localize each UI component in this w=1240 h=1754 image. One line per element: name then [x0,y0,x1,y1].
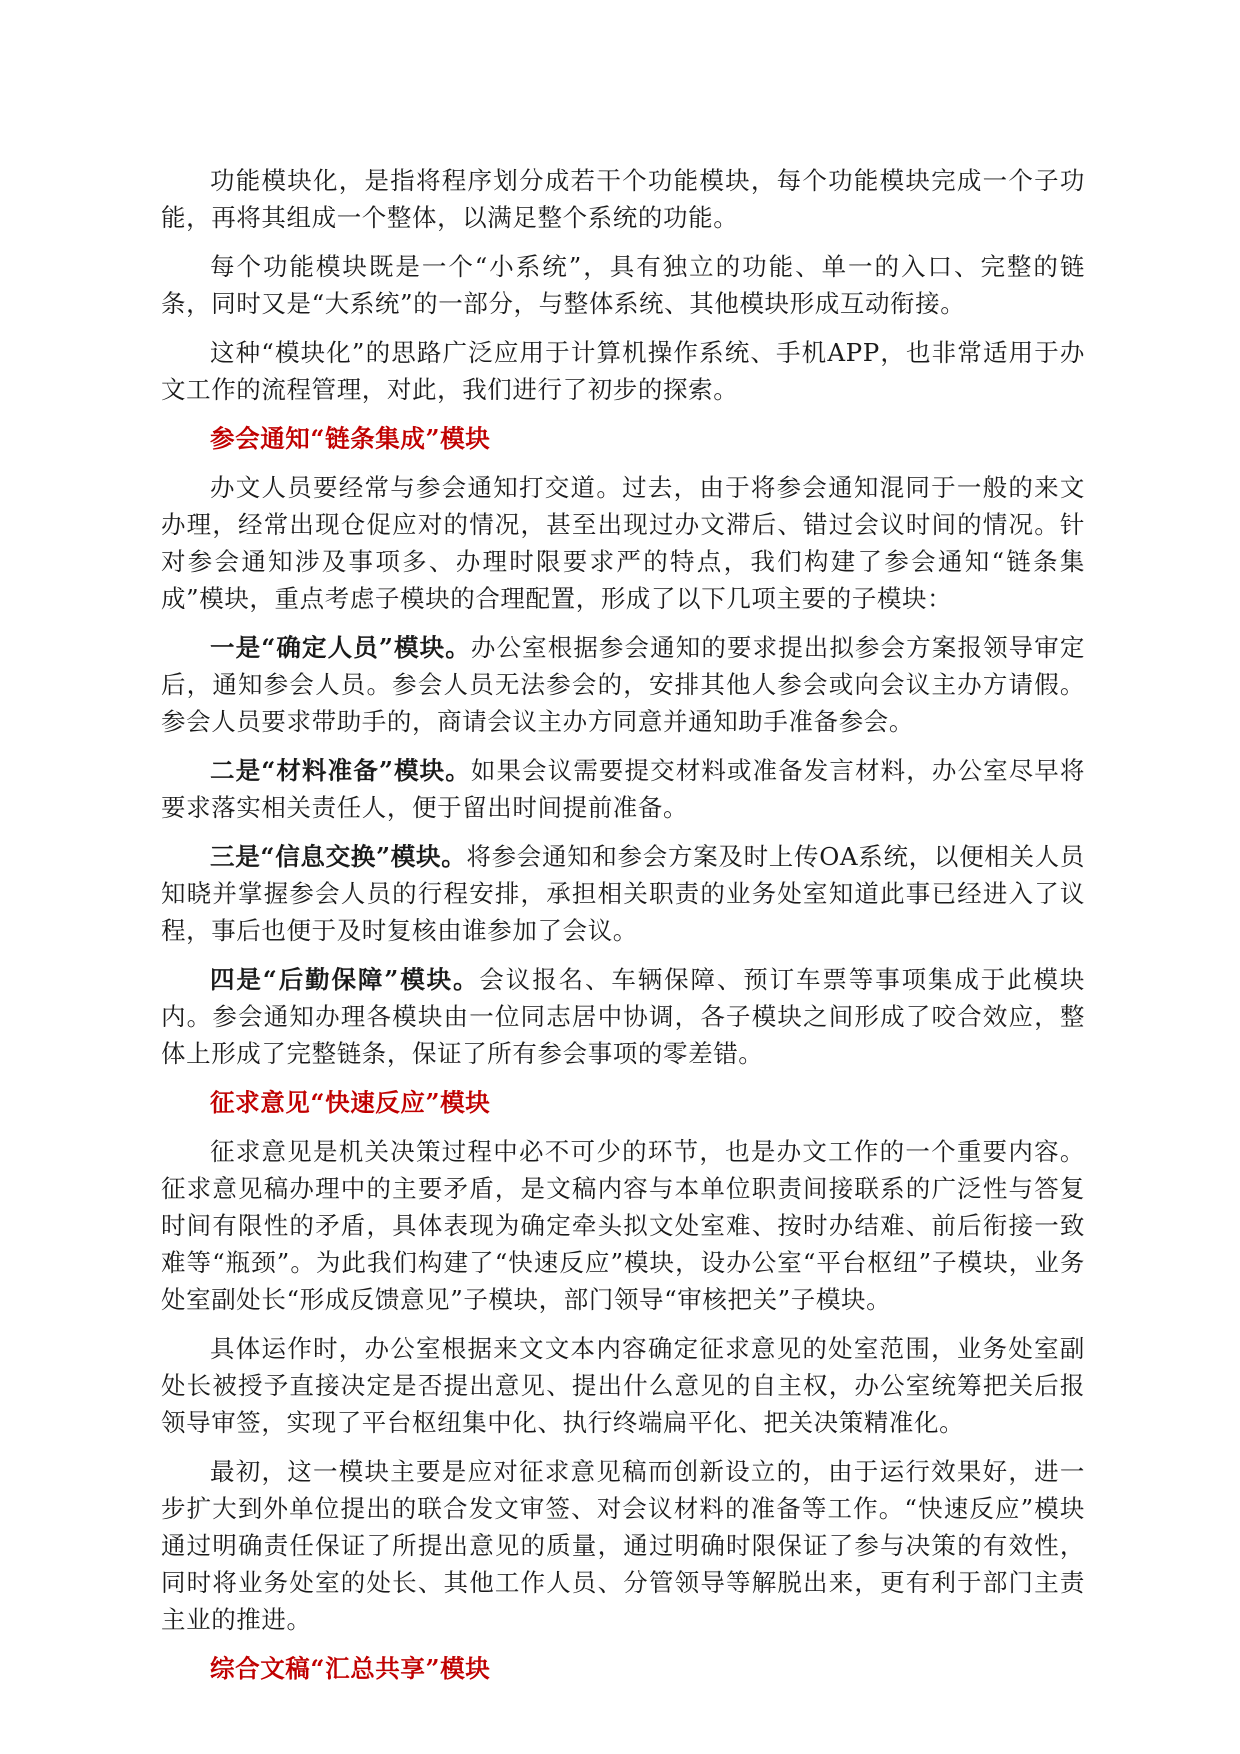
meeting-item-3-title: 三是“信息交换”模块。 [210,842,467,871]
opinion-paragraph-1: 征求意见是机关决策过程中必不可少的环节，也是办文工作的一个重要内容。征求意见稿办理中的主要矛盾，是文稿内容与本单位职责间接联系的广泛性与答复时间有限性的矛盾，具体表现为确定牵头拟文处室难、按时办结难、前后衔接一致难等“瓶颈”。为此我们构建了“快速反应”模块，设办公室“平台枢纽”子模块，业务处室副处长“形成反馈意见”子模块，部门领导“审核把关”子模块。 [161,1137,1085,1314]
meeting-item-4 [161,961,1085,1072]
meeting-item-2-text: 如果会议需要提交材料或准备发言材料，办公室尽早将要求落实相关责任人，便于留出时间提前准备。 [161,756,1085,822]
meeting-item-1-title: 一是“确定人员”模块。 [210,633,471,662]
meeting-item-1 [161,629,1085,740]
document-page [161,162,1085,1699]
opinion-paragraph-3: 最初，这一模块主要是应对征求意见稿而创新设立的，由于运行效果好，进一步扩大到外单位提出的联合发文审签、对会议材料的准备等工作。“快速反应”模块通过明确责任保证了所提出意见的质量，通过明确时限保证了参与决策的有效性，同时将业务处室的处长、其他工作人员、分管领导等解脱出来，更有利于部门主责主业的推进。 [161,1457,1085,1634]
meeting-item-4-title: 四是“后勤保障”模块。 [210,965,480,994]
intro-paragraph-2: 每个功能模块既是一个“小系统”，具有独立的功能、单一的入口、完整的链条，同时又是“大系统”的一部分，与整体系统、其他模块形成互动衔接。 [161,252,1085,318]
opinion-paragraph-2: 具体运作时，办公室根据来文文本内容确定征求意见的处室范围，业务处室副处长被授予直接决定是否提出意见、提出什么意见的自主权，办公室统筹把关后报领导审签，实现了平台枢纽集中化、执行终端扁平化、把关决策精准化。 [161,1334,1085,1437]
section-heading-summary: 综合文稿“汇总共享”模块 [210,1654,491,1683]
section-heading-opinion: 征求意见“快速反应”模块 [210,1088,491,1117]
meeting-item-2 [161,752,1085,826]
meeting-paragraph-1: 办文人员要经常与参会通知打交道。过去，由于将参会通知混同于一般的来文办理，经常出现仓促应对的情况，甚至出现过办文滞后、错过会议时间的情况。针对参会通知涉及事项多、办理时限要求严的特点，我们构建了参会通知“链条集成”模块，重点考虑子模块的合理配置，形成了以下几项主要的子模块： [161,473,1085,613]
meeting-item-3-text: 将参会通知和参会方案及时上传OA系统，以便相关人员知晓并掌握参会人员的行程安排，承担相关职责的业务处室知道此事已经进入了议程，事后也便于及时复核由谁参加了会议。 [161,842,1085,945]
meeting-item-4-text: 会议报名、车辆保障、预订车票等事项集成于此模块内。参会通知办理各模块由一位同志居中协调，各子模块之间形成了咬合效应，整体上形成了完整链条，保证了所有参会事项的零差错。 [161,965,1085,1068]
meeting-item-2-title: 二是“材料准备”模块。 [210,756,471,785]
section-heading-meeting: 参会通知“链条集成”模块 [210,424,491,453]
intro-paragraph-3: 这种“模块化”的思路广泛应用于计算机操作系统、手机APP，也非常适用于办文工作的流程管理，对此，我们进行了初步的探索。 [161,338,1085,404]
intro-paragraph-1: 功能模块化，是指将程序划分成若干个功能模块，每个功能模块完成一个子功能，再将其组成一个整体，以满足整个系统的功能。 [161,166,1085,232]
meeting-item-3 [161,838,1085,949]
meeting-item-1-text: 办公室根据参会通知的要求提出拟参会方案报领导审定后，通知参会人员。参会人员无法参会的，安排其他人参会或向会议主办方请假。参会人员要求带助手的，商请会议主办方同意并通知助手准备参会。 [161,633,1085,736]
